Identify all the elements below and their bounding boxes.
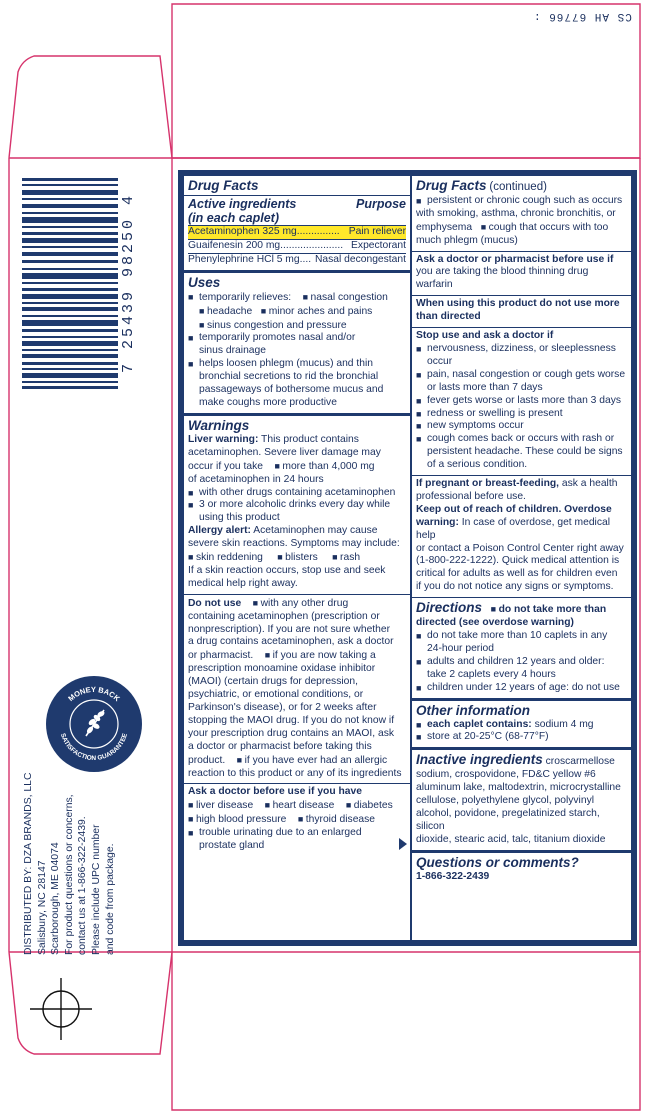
cont-text: much phlegm (mucus) bbox=[416, 234, 518, 246]
other-info-title: Other information bbox=[416, 702, 530, 718]
distributor-line: and code from package. bbox=[104, 843, 116, 955]
do-not-use-text: nonprescription). If you are not sure whether bbox=[188, 623, 391, 635]
do-not-use-text: ■ if you are now taking a bbox=[265, 650, 376, 661]
uses-line: passageways of bothersome mucus and bbox=[199, 384, 384, 396]
directions-title: Directions bbox=[416, 600, 483, 616]
uses-line: make coughs more productive bbox=[199, 396, 337, 408]
active-ingredients-header: Active ingredients bbox=[188, 197, 297, 211]
warning-text: using this product bbox=[199, 512, 280, 524]
uses-section bbox=[184, 273, 410, 416]
do-not-use-text: your prescription drug contains an MAOI, ask bbox=[188, 727, 395, 739]
allergy-alert-label: Allergy alert: bbox=[188, 525, 251, 537]
questions-section bbox=[412, 853, 631, 887]
ask-pharmacist-text: you are taking the blood thinning drug warfarin bbox=[416, 266, 589, 291]
distributor-line: contact us at 1-866-322-2439. bbox=[77, 816, 89, 955]
do-not-use-text: (MAOI) (certain drugs for depression, bbox=[188, 676, 358, 688]
continued-title: Drug Facts bbox=[416, 178, 487, 193]
cont-text: with smoking, asthma, chronic bronchitis, or bbox=[416, 207, 616, 219]
do-not-use-text: stopping the MAOI drug. If you do not know if bbox=[188, 714, 395, 726]
other-info-text: ■ store at 20-25°C (68-77°F) bbox=[416, 731, 627, 744]
condition-item: ■ high blood pressure bbox=[188, 814, 286, 825]
warning-text: ■ skin reddening bbox=[188, 552, 263, 563]
direction-item: ■ adults and children 12 years and older: bbox=[416, 656, 627, 669]
uses-line: bronchial secretions to rid the bronchial bbox=[199, 371, 379, 383]
do-not-use-text: a doctor or pharmacist before taking this bbox=[188, 740, 372, 752]
continued-sub: (continued) bbox=[489, 181, 547, 193]
inactive-text: sodium, crospovidone, FD&C yellow #6 bbox=[416, 769, 596, 781]
do-not-use-text: a drug contains acetaminophen, ask a doctor bbox=[188, 636, 394, 648]
overdose-text: In case of overdose, get medical help bbox=[416, 516, 611, 541]
uses-line: ■ helps loosen phlegm (mucus) and thin bbox=[188, 358, 406, 371]
questions-title: Questions or comments? bbox=[416, 854, 579, 870]
overdose-text: if you do not notice any signs or symptoms. bbox=[416, 581, 614, 593]
do-not-use-text: psychiatric, or emotional conditions, or bbox=[188, 689, 364, 701]
drug-facts-panel bbox=[178, 170, 637, 946]
ingredient-purpose: Pain reliever bbox=[348, 226, 406, 237]
uses-title: Uses bbox=[188, 274, 221, 290]
uses-line: ■ minor aches and pains bbox=[261, 306, 373, 317]
inactive-text: aluminum lake, maltodextrin, microcrystalline bbox=[416, 782, 621, 794]
inactive-text: alcohol, povidone, pregelatinized starch, silicon bbox=[416, 807, 600, 832]
condition-item: ■ trouble urinating due to an enlarged bbox=[188, 827, 406, 840]
ingredient-purpose: Nasal decongestant bbox=[314, 253, 406, 265]
ask-doctor-label: Ask a doctor before use if you have bbox=[188, 786, 362, 798]
stop-item: ■ redness or swelling is present bbox=[416, 408, 627, 421]
inactive-text: croscarmellose bbox=[542, 756, 615, 768]
keep-out-label: Keep out of reach of children. Overdose bbox=[416, 503, 612, 515]
registration-mark bbox=[30, 978, 92, 1040]
do-not-use-label: Do not use bbox=[188, 597, 242, 609]
directions-section bbox=[412, 598, 631, 700]
ingredient-name: Phenylephrine HCl 5 mg.... bbox=[188, 253, 312, 265]
direction-item: ■ do not take more than bbox=[491, 604, 607, 615]
uses-line: ■ headache bbox=[199, 306, 252, 317]
warning-text: This product contains bbox=[258, 433, 359, 445]
when-using-text: than directed bbox=[416, 311, 481, 323]
uses-line: sinus drainage bbox=[199, 345, 266, 357]
warning-text: medical help right away. bbox=[188, 577, 298, 589]
distributor-line: Scarborough, ME 04074 bbox=[50, 842, 62, 955]
warning-text: acetaminophen. Severe liver damage may bbox=[188, 446, 381, 458]
pregnant-label: If pregnant or breast-feeding, bbox=[416, 478, 560, 490]
stop-item: ■ pain, nasal congestion or cough gets worse bbox=[416, 369, 627, 382]
warning-text: ■ with other drugs containing acetaminophen bbox=[188, 487, 406, 500]
overdose-text: (1-800-222-1222). Quick medical attention is bbox=[416, 555, 620, 567]
ingredient-name: Guaifenesin 200 mg...................... bbox=[188, 239, 344, 251]
overdose-text: or contact a Poison Control Center right away bbox=[416, 542, 624, 554]
stop-item: ■ fever gets worse or lasts more than 3 days bbox=[416, 395, 627, 408]
distributor-line: Please include UPC number bbox=[90, 824, 102, 955]
ingredient-name: Acetaminophen 325 mg............... bbox=[188, 226, 340, 237]
stop-item: ■ cough comes back or occurs with rash or bbox=[416, 433, 627, 446]
stop-item: or lasts more than 7 days bbox=[427, 381, 543, 393]
seal-bottom-text: SATISFACTION GUARANTEE bbox=[58, 732, 130, 763]
purpose-header: Purpose bbox=[355, 197, 406, 211]
condition-item: prostate gland bbox=[199, 840, 265, 852]
other-info-text: sodium 4 mg bbox=[531, 718, 594, 730]
cont-text: emphysema bbox=[416, 221, 473, 233]
stop-item: of a serious condition. bbox=[427, 459, 528, 471]
distributor-line: For product questions or concerns, bbox=[63, 794, 75, 955]
distributor-line: Salisbury, NC 28147 bbox=[36, 860, 48, 955]
warning-text: of acetaminophen in 24 hours bbox=[188, 473, 324, 485]
condition-item: ■ thyroid disease bbox=[298, 814, 375, 825]
inactive-text: dioxide, stearic acid, talc, titanium dioxide bbox=[416, 833, 606, 845]
warning-text: severe skin reactions. Symptoms may include: bbox=[188, 538, 400, 550]
uses-line: temporarily relieves: bbox=[199, 291, 292, 303]
svg-text:MONEY BACK bbox=[66, 685, 122, 704]
ask-pharmacist-text: Ask a doctor or pharmacist before use if bbox=[416, 253, 614, 265]
continue-arrow-icon bbox=[399, 838, 407, 850]
ask-doctor-section bbox=[184, 784, 410, 856]
warning-text: ■ rash bbox=[332, 552, 360, 563]
do-not-use-text: prescription monoamine oxidase inhibitor bbox=[188, 663, 376, 675]
questions-phone: 1-866-322-2439 bbox=[416, 870, 490, 882]
inactive-ingredients-section bbox=[412, 750, 631, 852]
do-not-use-text: or pharmacist. bbox=[188, 650, 254, 662]
do-not-use-text: containing acetaminophen (prescription or bbox=[188, 610, 380, 622]
warnings-title: Warnings bbox=[188, 417, 250, 433]
stop-item: persistent headache. These could be signs bbox=[427, 446, 623, 458]
pregnant-text: professional before use. bbox=[416, 490, 526, 502]
liver-warning-label: Liver warning: bbox=[188, 433, 259, 445]
uses-line: ■ temporarily promotes nasal and/or bbox=[188, 332, 406, 345]
drug-facts-right-column bbox=[412, 176, 631, 940]
stop-item: ■ new symptoms occur bbox=[416, 420, 627, 433]
seal-top-text: MONEY BACK bbox=[66, 684, 122, 704]
active-ingredients-sub: (in each caplet) bbox=[188, 211, 406, 226]
stop-item: ■ nervousness, dizziness, or sleeplessness bbox=[416, 343, 627, 356]
direction-item: take 2 caplets every 4 hours bbox=[427, 668, 556, 680]
stop-use-label: Stop use and ask a doctor if bbox=[416, 330, 554, 342]
lot-code: CS AH 67766 : bbox=[533, 10, 632, 22]
direction-item: directed (see overdose warning) bbox=[416, 617, 574, 629]
stop-item: occur bbox=[427, 355, 453, 367]
barcode-number: 7 25439 98250 4 bbox=[120, 192, 137, 374]
ingredient-purpose: Expectorant bbox=[351, 239, 406, 251]
direction-item: ■ children under 12 years of age: do not use bbox=[416, 682, 627, 695]
do-not-use-text: reaction to this product or any of its ingredients bbox=[188, 767, 402, 779]
other-info-label: each caplet contains: bbox=[427, 718, 532, 730]
warning-text: occur if you take bbox=[188, 460, 263, 472]
warnings-section bbox=[184, 416, 410, 595]
condition-item: ■ liver disease bbox=[188, 800, 253, 811]
direction-item: 24-hour period bbox=[427, 642, 494, 654]
do-not-use-section bbox=[184, 595, 410, 785]
do-not-use-text: ■ with any other drug bbox=[253, 598, 349, 609]
overdose-label: warning: bbox=[416, 516, 459, 528]
distributor-line: DISTRIBUTED BY: DZA BRANDS, LLC bbox=[23, 772, 34, 955]
cont-text: ■ cough that occurs with too bbox=[481, 222, 609, 233]
inactive-text: cellulose, polyethylene glycol, polyvinyl bbox=[416, 795, 595, 807]
condition-item: ■ diabetes bbox=[346, 800, 393, 811]
warning-text: Acetaminophen may cause bbox=[250, 525, 378, 537]
do-not-use-text: product. bbox=[188, 754, 226, 766]
inactive-title: Inactive ingredients bbox=[416, 752, 543, 768]
drug-facts-title: Drug Facts bbox=[188, 178, 259, 193]
do-not-use-text: Parkinson's disease), or for 2 weeks after bbox=[188, 702, 377, 713]
warning-text: If a skin reaction occurs, stop use and seek bbox=[188, 564, 386, 576]
condition-item: ■ heart disease bbox=[265, 800, 335, 811]
warning-text: ■ more than 4,000 mg bbox=[274, 461, 374, 472]
uses-line: ■ nasal congestion bbox=[303, 292, 388, 303]
warning-text: ■ 3 or more alcoholic drinks every day while bbox=[188, 499, 406, 512]
direction-item: ■ do not take more than 10 caplets in any bbox=[416, 630, 627, 643]
stop-use-section bbox=[412, 328, 631, 476]
do-not-use-text: ■ if you have ever had an allergic bbox=[237, 755, 387, 766]
distributor-block bbox=[22, 755, 157, 955]
leaf-icon bbox=[86, 710, 104, 736]
pregnant-text: ask a health bbox=[559, 478, 618, 490]
drug-facts-left-column bbox=[184, 176, 410, 940]
uses-line: ■ sinus congestion and pressure bbox=[199, 320, 347, 331]
overdose-text: critical for adults as well as for children even bbox=[416, 568, 618, 580]
warning-text: ■ blisters bbox=[277, 552, 318, 563]
cont-text: ■ persistent or chronic cough such as occurs bbox=[416, 195, 627, 208]
when-using-text: When using this product do not use more bbox=[416, 298, 620, 310]
other-information-section bbox=[412, 701, 631, 751]
